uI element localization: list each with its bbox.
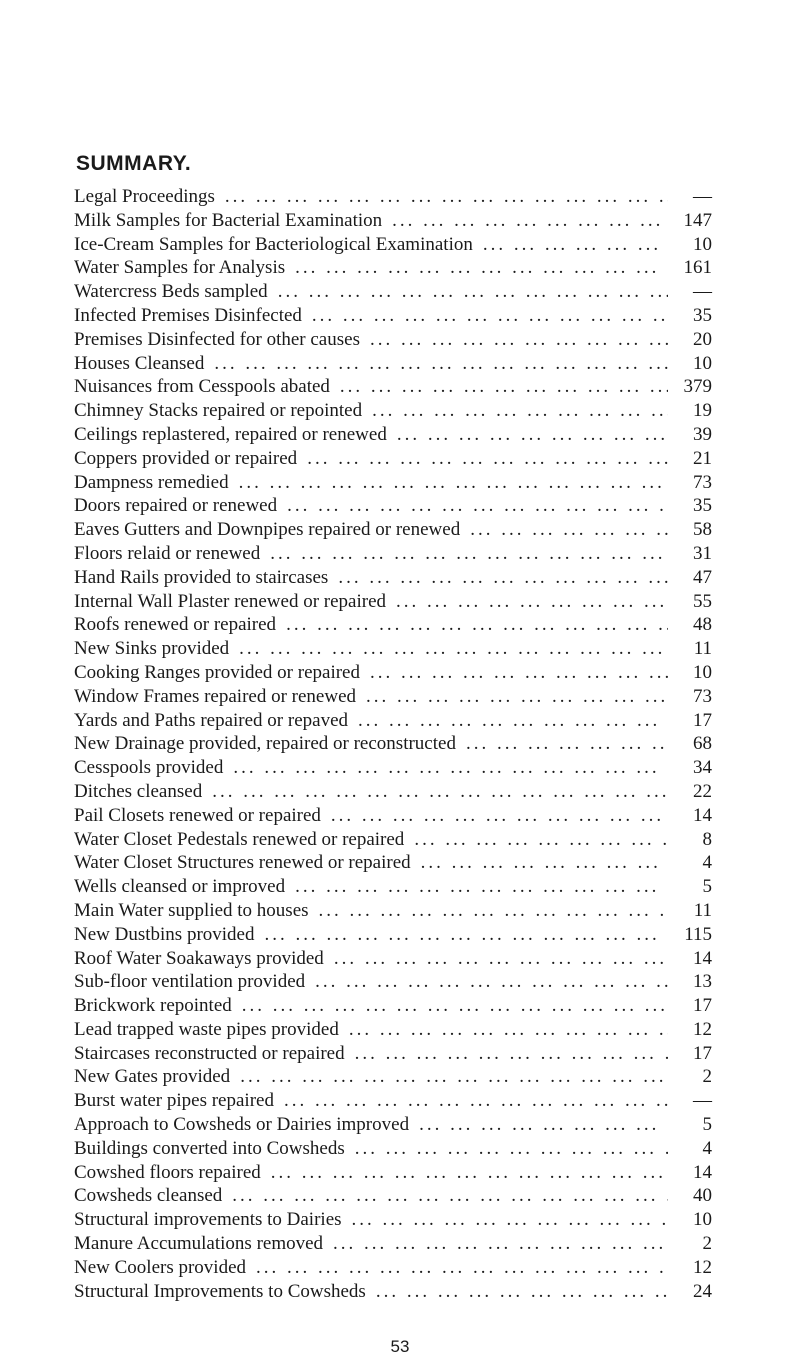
- item-value: 2: [702, 1066, 712, 1088]
- item-label: Coppers provided or repaired: [74, 447, 298, 469]
- item-label: Hand Rails provided to staircases: [74, 566, 329, 588]
- list-item: [74, 494, 712, 518]
- dot-leader: [345, 1042, 668, 1066]
- list-item: [74, 709, 712, 733]
- item-value: 47: [693, 566, 712, 588]
- list-item: [74, 304, 712, 328]
- item-value: —: [693, 186, 712, 207]
- item-value: 379: [683, 376, 712, 398]
- item-value: 19: [693, 400, 712, 422]
- item-label: Roof Water Soakaways provided: [74, 947, 324, 969]
- list-item: [74, 518, 712, 542]
- item-value: 35: [693, 304, 712, 326]
- item-value: 48: [693, 614, 712, 636]
- list-item: [74, 780, 712, 804]
- list-item: [74, 1256, 712, 1280]
- list-item: [74, 566, 712, 590]
- item-label: New Dustbins provided: [74, 923, 255, 945]
- list-item: [74, 828, 712, 852]
- item-label: New Drainage provided, repaired or reconstructed: [74, 733, 456, 755]
- list-item: [74, 375, 712, 399]
- item-value: 34: [693, 757, 712, 779]
- item-label: Structural Improvements to Cowsheds: [74, 1280, 366, 1302]
- item-label: Infected Premises Disinfected: [74, 304, 302, 326]
- item-label: Cowsheds cleansed: [74, 1185, 223, 1207]
- item-value: 20: [693, 328, 712, 350]
- item-label: Roofs renewed or repaired: [74, 614, 277, 636]
- summary-list: [74, 185, 712, 1303]
- item-value: 58: [693, 519, 712, 541]
- list-item: [74, 399, 712, 423]
- item-label: Approach to Cowsheds or Dairies improved: [74, 1114, 410, 1136]
- item-label: Watercress Beds sampled: [74, 281, 268, 303]
- list-item: [74, 1089, 712, 1113]
- item-value: 10: [693, 661, 712, 683]
- dot-leader: [345, 1137, 668, 1161]
- dot-leader: [309, 899, 668, 923]
- item-value: 73: [693, 471, 712, 493]
- list-item: [74, 923, 712, 947]
- item-value: 4: [702, 1137, 712, 1159]
- dot-leader: [473, 233, 668, 257]
- list-item: [74, 1208, 712, 1232]
- item-label: Yards and Paths repaired or repaved: [74, 709, 349, 731]
- dot-leader: [362, 399, 668, 423]
- dot-leader: [277, 494, 668, 518]
- item-label: Water Closet Pedestals renewed or repaired: [74, 828, 405, 850]
- list-item: [74, 209, 712, 233]
- item-label: Chimney Stacks repaired or repointed: [74, 400, 363, 422]
- list-item: [74, 1184, 712, 1208]
- dot-leader: [330, 375, 668, 399]
- dot-leader: [339, 1018, 668, 1042]
- item-value: 2: [702, 1233, 712, 1255]
- item-label: Houses Cleansed: [74, 352, 205, 374]
- dot-leader: [324, 947, 668, 971]
- list-item: [74, 1065, 712, 1089]
- item-value: 39: [693, 423, 712, 445]
- item-value: 24: [693, 1280, 712, 1302]
- dot-leader: [232, 994, 668, 1018]
- dot-leader: [229, 471, 668, 495]
- item-label: Eaves Gutters and Downpipes repaired or renewed: [74, 519, 461, 541]
- list-item: [74, 280, 712, 304]
- item-value: 13: [693, 971, 712, 993]
- item-value: 5: [702, 1114, 712, 1136]
- dot-leader: [260, 542, 668, 566]
- item-value: 12: [693, 1018, 712, 1040]
- list-item: [74, 994, 712, 1018]
- dot-leader: [404, 828, 668, 852]
- dot-leader: [297, 447, 668, 471]
- item-value: 31: [693, 542, 712, 564]
- item-label: Doors repaired or renewed: [74, 495, 278, 517]
- list-item: [74, 1137, 712, 1161]
- item-value: 73: [693, 685, 712, 707]
- item-value: 8: [702, 828, 712, 850]
- dot-leader: [382, 209, 668, 233]
- dot-leader: [360, 661, 668, 685]
- dot-leader: [305, 970, 668, 994]
- item-value: 10: [693, 352, 712, 374]
- item-label: Water Samples for Analysis: [74, 257, 286, 279]
- item-value: 14: [693, 804, 712, 826]
- item-label: Dampness remedied: [74, 471, 229, 493]
- item-value: 17: [693, 709, 712, 731]
- list-item: [74, 970, 712, 994]
- dot-leader: [387, 423, 668, 447]
- list-item: [74, 1113, 712, 1137]
- item-label: Lead trapped waste pipes provided: [74, 1018, 339, 1040]
- dot-leader: [223, 756, 668, 780]
- item-label: Cesspools provided: [74, 757, 224, 779]
- dot-leader: [268, 280, 668, 304]
- list-item: [74, 875, 712, 899]
- item-value: 4: [702, 852, 712, 874]
- item-label: Pail Closets renewed or repaired: [74, 804, 321, 826]
- item-label: Internal Wall Plaster renewed or repaired: [74, 590, 387, 612]
- item-value: —: [693, 281, 712, 303]
- page-title: SUMMARY.: [76, 152, 192, 175]
- dot-leader: [360, 328, 668, 352]
- dot-leader: [230, 1065, 668, 1089]
- page-number: 53: [390, 1337, 410, 1356]
- dot-leader: [261, 1161, 668, 1185]
- dot-leader: [274, 1089, 668, 1113]
- item-value: 12: [693, 1256, 712, 1278]
- item-value: 115: [684, 923, 712, 945]
- item-label: Main Water supplied to houses: [74, 899, 309, 921]
- item-value: 14: [693, 1161, 712, 1183]
- dot-leader: [366, 1280, 668, 1304]
- dot-leader: [386, 590, 668, 614]
- dot-leader: [222, 1184, 668, 1208]
- list-item: [74, 661, 712, 685]
- item-label: New Sinks provided: [74, 638, 230, 660]
- list-item: [74, 423, 712, 447]
- list-item: [74, 185, 712, 209]
- dot-leader: [254, 923, 668, 947]
- item-value: 21: [693, 447, 712, 469]
- list-item: [74, 756, 712, 780]
- item-value: 22: [693, 780, 712, 802]
- item-label: Manure Accumulations removed: [74, 1233, 324, 1255]
- list-item: [74, 1018, 712, 1042]
- item-value: 147: [683, 209, 712, 231]
- list-item: [74, 1232, 712, 1256]
- item-value: 55: [693, 590, 712, 612]
- item-label: Cooking Ranges provided or repaired: [74, 661, 360, 683]
- item-label: Sub-floor ventilation provided: [74, 971, 306, 993]
- item-value: 17: [693, 995, 712, 1017]
- list-item: [74, 685, 712, 709]
- list-item: [74, 256, 712, 280]
- dot-leader: [356, 685, 668, 709]
- item-label: Ceilings replastered, repaired or renewed: [74, 423, 387, 445]
- item-label: Nuisances from Cesspools abated: [74, 376, 330, 398]
- dot-leader: [409, 1113, 668, 1137]
- list-item: [74, 542, 712, 566]
- item-label: Structural improvements to Dairies: [74, 1209, 342, 1231]
- dot-leader: [321, 804, 668, 828]
- list-item: [74, 613, 712, 637]
- dot-leader: [204, 352, 668, 376]
- item-label: Milk Samples for Bacterial Examination: [74, 209, 383, 231]
- item-value: 11: [693, 638, 712, 660]
- list-item: [74, 899, 712, 923]
- dot-leader: [276, 613, 668, 637]
- list-item: [74, 947, 712, 971]
- dot-leader: [348, 709, 668, 733]
- dot-leader: [202, 780, 668, 804]
- summary-page: [74, 150, 712, 1303]
- dot-leader: [285, 256, 668, 280]
- item-label: Staircases reconstructed or repaired: [74, 1042, 345, 1064]
- list-item: [74, 1161, 712, 1185]
- item-label: New Gates provided: [74, 1066, 231, 1088]
- item-label: Burst water pipes repaired: [74, 1090, 274, 1112]
- dot-leader: [342, 1208, 668, 1232]
- item-label: Ditches cleansed: [74, 780, 203, 802]
- item-value: —: [693, 1090, 712, 1112]
- item-label: Premises Disinfected for other causes: [74, 328, 360, 350]
- dot-leader: [246, 1256, 668, 1280]
- item-label: Legal Proceedings: [74, 186, 215, 207]
- item-label: Water Closet Structures renewed or repaired: [74, 852, 411, 874]
- item-label: Window Frames repaired or renewed: [74, 685, 357, 707]
- list-item: [74, 637, 712, 661]
- list-item: [74, 471, 712, 495]
- list-item: [74, 328, 712, 352]
- list-item: [74, 352, 712, 376]
- dot-leader: [215, 185, 668, 209]
- item-value: 10: [693, 233, 712, 255]
- item-label: Buildings converted into Cowsheds: [74, 1137, 345, 1159]
- list-item: [74, 447, 712, 471]
- list-item: [74, 233, 712, 257]
- list-item: [74, 590, 712, 614]
- item-value: 161: [683, 257, 712, 279]
- item-value: 17: [693, 1042, 712, 1064]
- item-value: 14: [693, 947, 712, 969]
- dot-leader: [328, 566, 668, 590]
- list-item: [74, 1280, 712, 1304]
- item-label: Ice-Cream Samples for Bacteriological Examination: [74, 233, 473, 255]
- item-value: 40: [693, 1185, 712, 1207]
- item-value: 10: [693, 1209, 712, 1231]
- dot-leader: [229, 637, 668, 661]
- list-item: [74, 1042, 712, 1066]
- item-label: Cowshed floors repaired: [74, 1161, 261, 1183]
- dot-leader: [456, 732, 668, 756]
- dot-leader: [302, 304, 668, 328]
- item-value: 11: [693, 899, 712, 921]
- item-value: 68: [693, 733, 712, 755]
- item-label: New Coolers provided: [74, 1256, 247, 1278]
- dot-leader: [411, 851, 668, 875]
- item-label: Brickwork repointed: [74, 995, 232, 1017]
- item-value: 35: [693, 495, 712, 517]
- item-value: 5: [702, 876, 712, 898]
- list-item: [74, 732, 712, 756]
- list-item: [74, 851, 712, 875]
- dot-leader: [285, 875, 668, 899]
- dot-leader: [323, 1232, 668, 1256]
- item-label: Wells cleansed or improved: [74, 876, 286, 898]
- dot-leader: [460, 518, 668, 542]
- list-item: [74, 804, 712, 828]
- item-label: Floors relaid or renewed: [74, 542, 261, 564]
